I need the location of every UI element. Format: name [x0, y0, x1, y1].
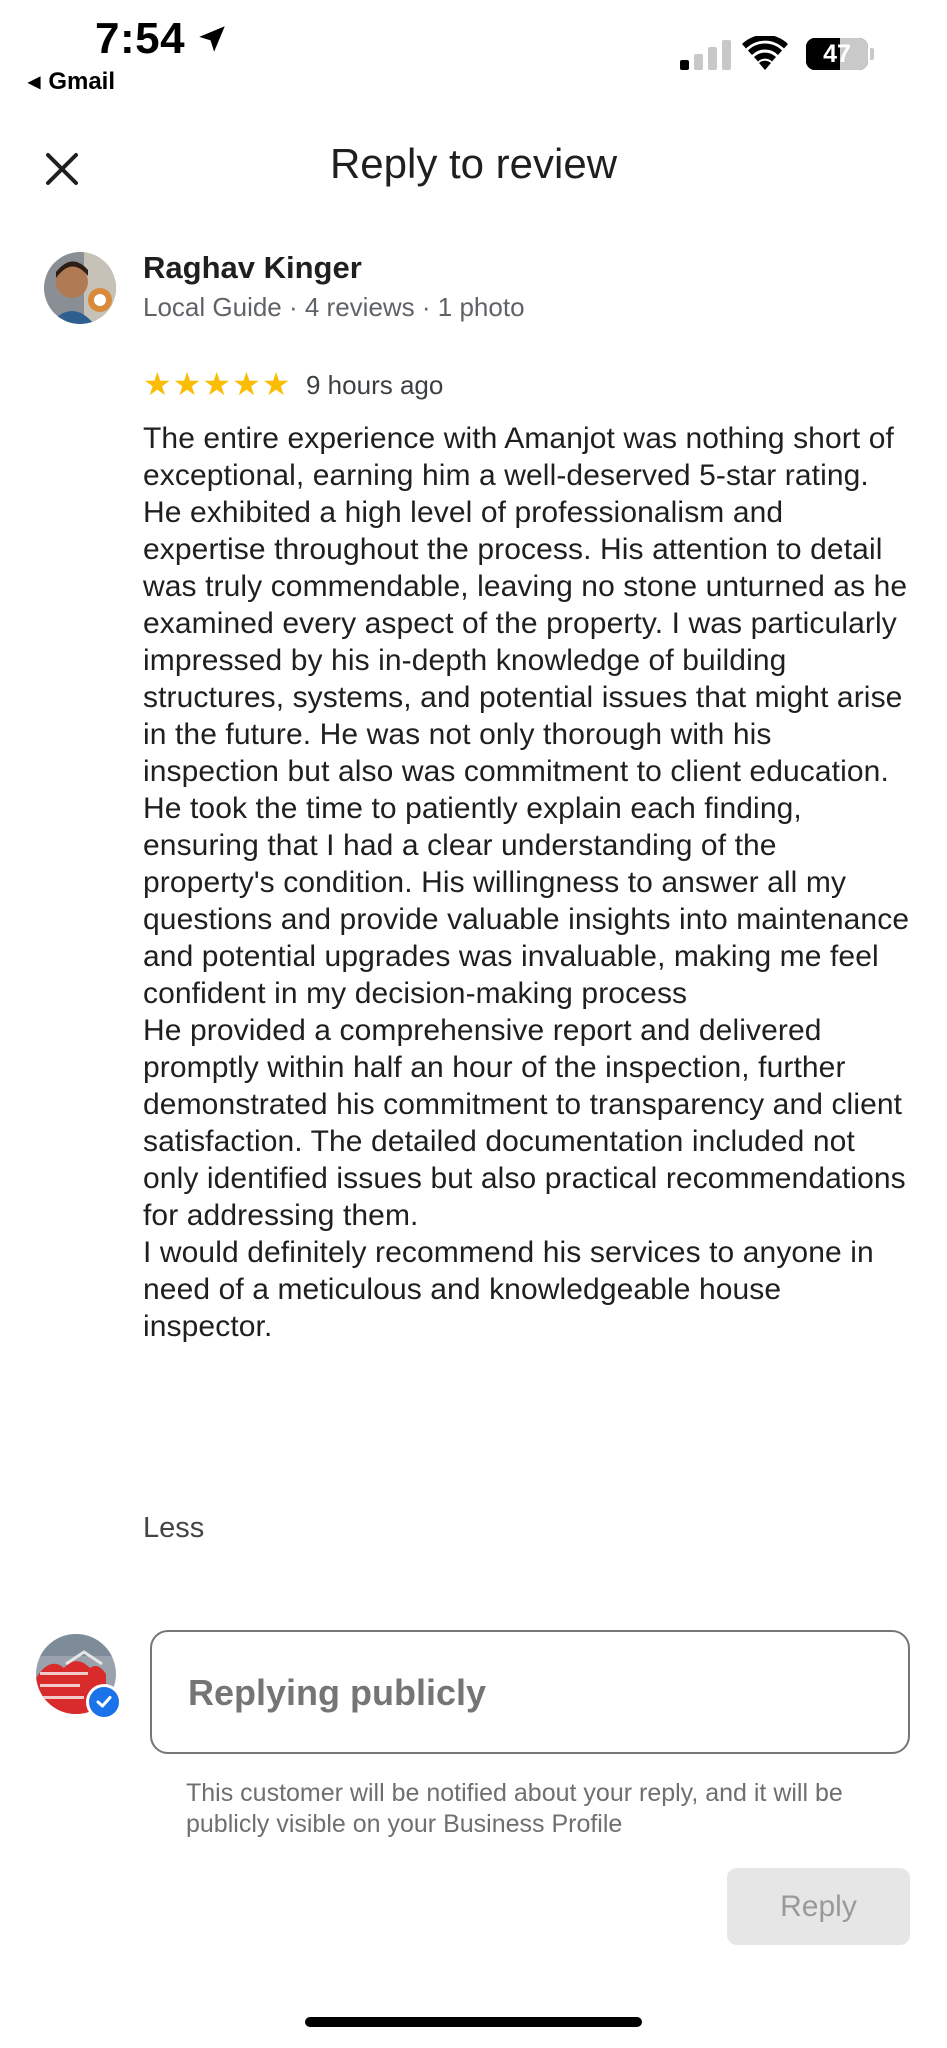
checkmark-icon — [95, 1693, 113, 1711]
less-link[interactable]: Less — [143, 1512, 205, 1544]
battery-nub — [870, 48, 874, 60]
home-indicator[interactable] — [305, 2017, 642, 2027]
star-icon: ★ — [232, 366, 261, 402]
reviewer-avatar[interactable] — [44, 252, 116, 324]
status-time: 7:54 — [95, 14, 186, 63]
reviewer-name[interactable]: Raghav Kinger — [143, 250, 362, 285]
reply-field-container[interactable] — [150, 1630, 910, 1754]
reply-button[interactable]: Reply — [727, 1868, 910, 1945]
reply-notice: This customer will be notified about your reply, and it will be publicly visible on your Business Profile — [186, 1779, 843, 1838]
wifi-icon — [742, 36, 788, 72]
location-arrow-icon — [195, 22, 229, 56]
review-text: The entire experience with Amanjot was nothing short of exceptional, earning him a well-deserved 5-star rating. He exhibited a high level of professionalism and expertise throughout the process. His attention to detail was truly commendable, leaving no stone unturned as he examined every aspect of the property. I was particularly impressed by his in-depth knowledge of building structures, systems, and potential issues that might arise in the future. He was not only thorough with his inspection but also was commitment to client education. He took the time to patiently explain each finding, ensuring that I had a clear understanding of the property's condition. His willingness to answer all my questions and provide valuable insights into maintenance and potential upgrades was invaluable, making me feel confident in my decision-making process He provided a comprehensive report and delivered promptly within half an hour of the inspection, further demonstrated his commitment to transparency and client satisfaction. The detailed documentation included not only identified issues but also practical recommendations for addressing them. I would definitely recommend his services to anyone in need of a meticulous and knowledgeable house inspector. — [143, 422, 910, 1343]
reviewer-photo — [44, 252, 116, 324]
star-icon: ★ — [202, 366, 232, 402]
back-triangle-icon: ◀ — [28, 74, 41, 91]
star-icon: ★ — [172, 366, 202, 402]
star-icon: ★ — [143, 366, 172, 402]
star-icon: ★ — [261, 366, 291, 402]
back-to-app-link[interactable] — [28, 68, 115, 96]
cellular-signal-icon — [680, 40, 731, 70]
back-app-label: Gmail — [48, 68, 116, 95]
page-title: Reply to review — [329, 140, 618, 187]
star-rating — [143, 368, 290, 400]
verified-badge-icon — [86, 1684, 122, 1720]
reviewer-meta: Local Guide · 4 reviews · 1 photo — [143, 292, 525, 322]
reply-input[interactable] — [186, 1632, 880, 1754]
review-time: 9 hours ago — [306, 370, 444, 400]
battery-level: 47 — [823, 40, 851, 68]
